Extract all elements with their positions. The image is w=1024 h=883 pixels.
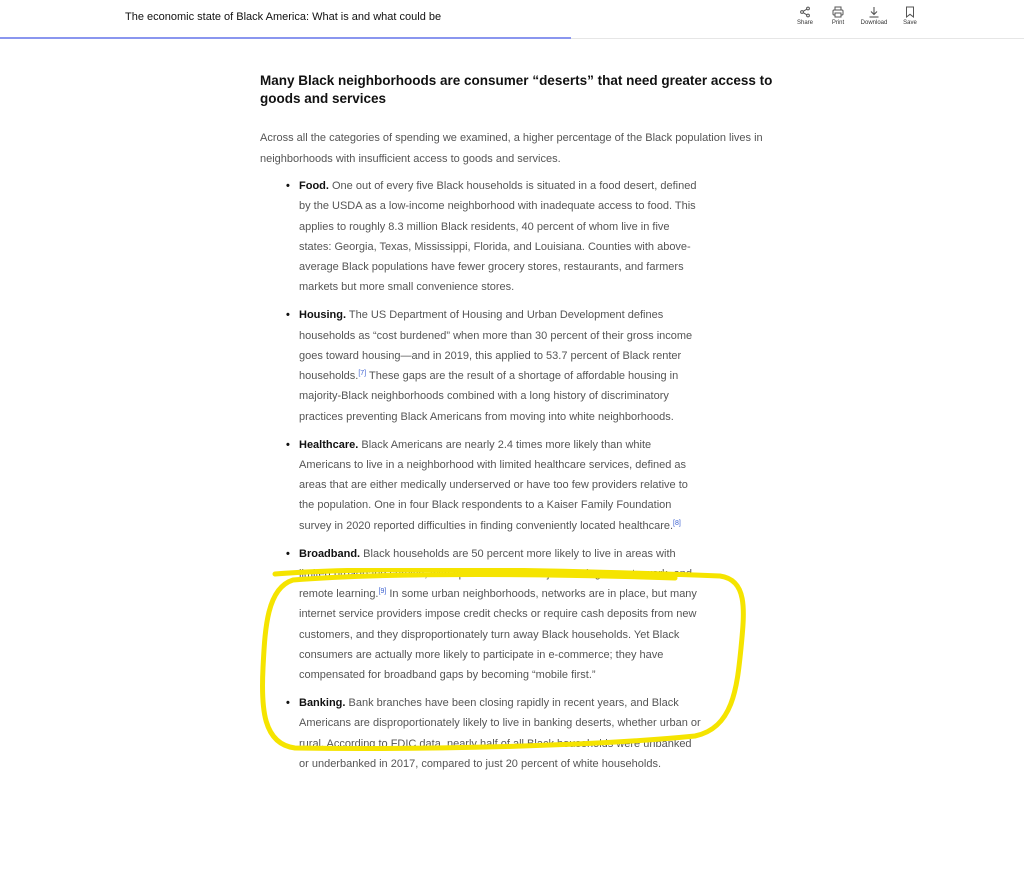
bullet-text-continued: These gaps are the result of a shortage of affordable housing in majority-Black neighborhoods combined with a long history of discriminatory practices preventing Black Americans from moving into white neighborhoods. — [299, 370, 679, 423]
bullet-term: Food. — [299, 180, 329, 192]
bullet-list — [284, 176, 704, 782]
bullet-food — [284, 176, 704, 298]
bullet-text: Bank branches have been closing rapidly in recent years, and Black Americans are disproportionately likely to live in banking deserts, whether urban or rural. According to FDIC data, nearly half of all Black households were unbanked or underbanked in 2017, compared to just 20 percent of white households. — [299, 697, 701, 771]
bullet-text: Black Americans are nearly 2.4 times more likely than white Americans to live in a neighborhood with limited healthcare services, defined as areas that are either medically underserved or have too few providers relative to the population. One in four Black respondents to a Kaiser Family Foundation survey in 2020 reported difficulties in finding conveniently located healthcare. — [299, 438, 688, 532]
bullet-dot: • — [286, 547, 290, 560]
share-button[interactable] — [790, 6, 820, 26]
document-title: The economic state of Black America: What is and what could be — [125, 11, 442, 23]
bookmark-icon — [904, 6, 916, 18]
download-button[interactable] — [856, 6, 892, 26]
bullet-housing — [284, 305, 704, 427]
bullet-term: Housing. — [299, 309, 347, 322]
bullet-text: The US Department of Housing and Urban Development defines households as “cost burdened” when more than 30 percent of their gross income goes toward housing—and in 2019, this applied to 53.7 percent of Black renter households. — [299, 309, 693, 383]
bullet-dot: • — [286, 438, 290, 451]
top-bar — [0, 0, 1024, 39]
toolbar-actions — [790, 6, 928, 26]
print-button[interactable] — [823, 6, 853, 26]
article-body — [260, 72, 780, 169]
bullet-dot: • — [286, 180, 290, 192]
section-heading: Many Black neighborhoods are consumer “deserts” that need greater access to goods and services — [260, 73, 773, 106]
bullet-term: Banking. — [299, 697, 346, 710]
print-icon — [832, 6, 844, 18]
footnote-link[interactable]: [8] — [673, 519, 681, 527]
reading-progress-bar — [0, 37, 571, 39]
share-label: Share — [796, 20, 813, 26]
bullet-term: Broadband. — [299, 547, 361, 560]
bullet-text: Black households are 50 percent more likely to live in areas with limited broadband service, with spillover effects on job hunting, remote work, and remote learning. — [299, 547, 692, 601]
print-label: Print — [831, 20, 845, 26]
footnote-link[interactable]: [7] — [358, 370, 367, 378]
bullet-healthcare — [284, 435, 704, 536]
bullet-text-continued: In some urban neighborhoods, networks are in place, but many internet service providers impose credit checks or require cash deposits from new customers, and they disproportionately turn away Black households. Yet Black consumers are actually more likely to participate in e-commerce; they have compensated for broadband gaps by becoming “mobile first.” — [299, 588, 697, 682]
share-icon — [799, 6, 811, 18]
bullet-dot: • — [286, 309, 290, 322]
save-label: Save — [903, 20, 917, 26]
download-label: Download — [860, 20, 888, 26]
intro-paragraph: Across all the categories of spending we examined, a higher percentage of the Black population lives in neighborhoods with insufficient access to goods and services. — [260, 132, 763, 165]
bullet-text: One out of every five Black households is situated in a food desert, defined by the USDA as a low-income neighborhood with inadequate access to food. This applies to roughly 8.3 million Black residents, 40 percent of whom live in five states: Georgia, Texas, Mississippi, Florida, and Louisiana. Counties with above-average Black populations have fewer grocery stores, restaurants, and farmers markets but more small convenience stores. — [299, 180, 697, 294]
save-button[interactable] — [895, 6, 925, 26]
bullet-dot: • — [286, 697, 290, 710]
bullet-term: Healthcare. — [299, 438, 359, 451]
bullet-banking — [284, 693, 704, 774]
bullet-broadband — [284, 544, 704, 686]
footnote-link[interactable]: [9] — [378, 588, 387, 596]
download-icon — [868, 6, 880, 18]
